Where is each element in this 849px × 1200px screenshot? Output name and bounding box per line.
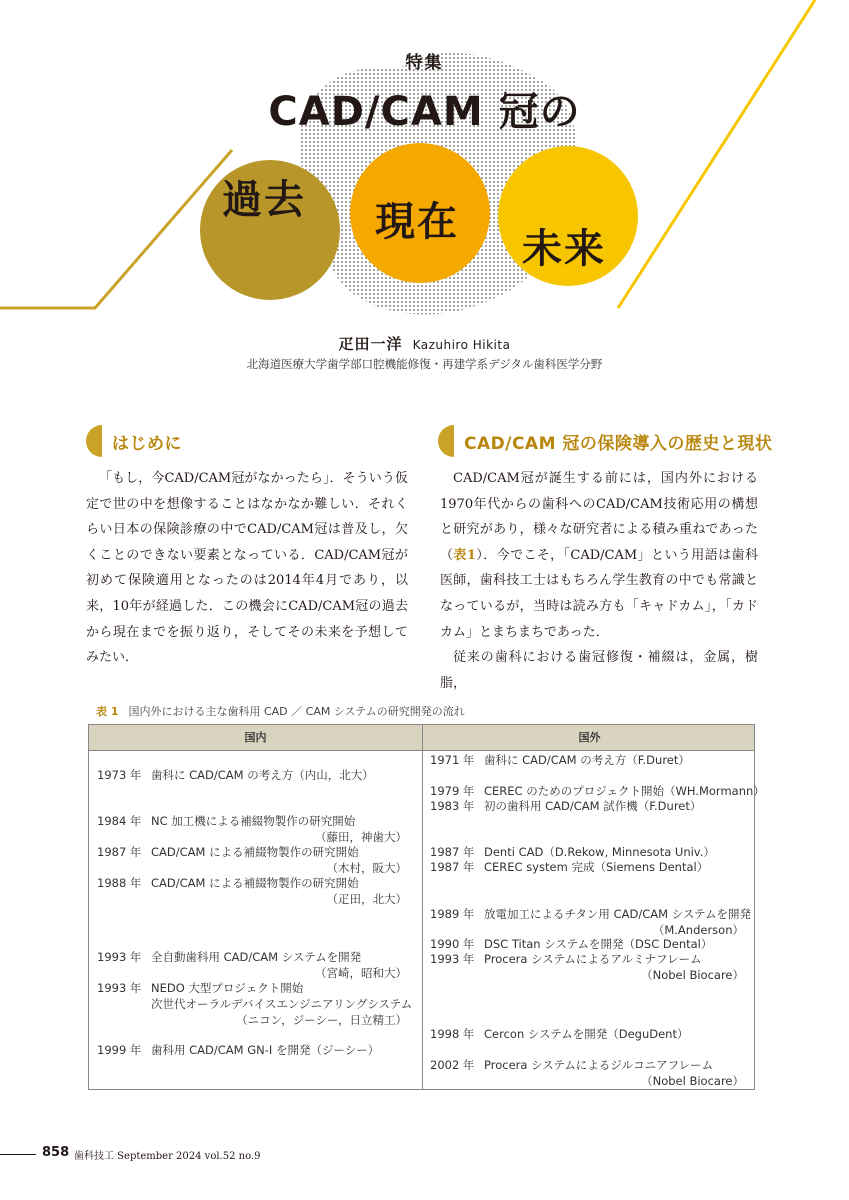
event: 放電加工によるチタン用 CAD/CAM システムを開発 (484, 907, 752, 921)
year: 1990 年 (430, 937, 475, 951)
right-deco-line (618, 0, 815, 308)
event-credit: （Nobel Biocare） (641, 968, 744, 982)
table-row (430, 906, 752, 938)
table-label: 表 1 (96, 705, 119, 718)
intro-body (86, 466, 408, 671)
year: 1993 年 (97, 981, 142, 995)
table-row (97, 767, 374, 783)
paragraph: 「もし，今CAD/CAM冠がなかったら」．そういう仮定で世の中を想像することはなかなか難しい．それくらい日本の保険診療の中でCAD/CAM冠は普及し，欠くことのできない要素となっている．CAD/CAM冠が初めて保険適用となったのは2014年4月であり，以来，10年が経過した．この機会にCAD/CAM冠の過去から現在までを振り返り，そしてその未来を予想してみたい． (86, 471, 408, 666)
event: CEREC のためのプロジェクト開始（WH.Mormann） (484, 784, 765, 798)
table-caption (96, 703, 465, 719)
table-row (430, 752, 690, 768)
text-run: ）．今でこそ，「CAD/CAM」という用語は歯科医師，歯科技工士はもちろん学生教育の中でも常識となっているが，当時は読み方も「キャドカム」，「カドカム」とまちまちであった． (440, 547, 758, 640)
page-footer (0, 1145, 849, 1165)
author-line (0, 333, 849, 354)
section-title: はじめに (112, 433, 182, 454)
table-reference-link[interactable]: 表1 (453, 547, 476, 563)
event: Denti CAD（D.Rekow, Minnesota Univ.） (484, 845, 715, 859)
year: 1971 年 (430, 753, 475, 767)
year: 1987 年 (430, 860, 475, 874)
page-number: 858 (42, 1145, 70, 1160)
event: Procera システムによるジルコニアフレーム (484, 1058, 714, 1072)
table-row (97, 875, 407, 907)
footer-rule (0, 1154, 36, 1155)
table-row (97, 1042, 379, 1058)
word-present: 現在 (375, 199, 459, 245)
table-row (97, 980, 413, 1028)
word-past: 過去 (222, 177, 306, 223)
event: CAD/CAM による補綴物製作の研究開始 (151, 876, 359, 890)
column-header-domestic: 国内 (244, 731, 267, 744)
heading-tab (438, 425, 454, 457)
year: 1993 年 (97, 950, 142, 964)
table-row (430, 951, 744, 983)
event: 歯科に CAD/CAM の考え方（F.Duret） (484, 753, 690, 767)
table-row (97, 844, 407, 876)
year: 1999 年 (97, 1043, 142, 1057)
table-row (430, 844, 715, 860)
year: 2002 年 (430, 1058, 475, 1072)
section-heading-history (438, 425, 772, 457)
year: 1998 年 (430, 1027, 475, 1041)
heading-tab (86, 425, 102, 457)
table-row (430, 798, 701, 814)
year: 1987 年 (97, 845, 142, 859)
event: DSC Titan システムを開発（DSC Dental） (484, 937, 713, 951)
table-row (97, 813, 407, 845)
year: 1984 年 (97, 814, 142, 828)
event: Procera システムによるアルミナフレーム (484, 952, 702, 966)
event: 全自動歯科用 CAD/CAM システムを開発 (151, 950, 362, 964)
table-caption-text: 国内外における主な歯科用 CAD ／ CAM システムの研究開発の流れ (128, 705, 465, 718)
text-run: CAD/CAM冠が誕生する前には，国内外における1970年代からの歯科へのCAD/CAM技術応用の構想と研究があり，様々な研究者による積み重ねであった（ (440, 471, 758, 563)
section-heading-intro (86, 425, 182, 457)
year: 1988 年 (97, 876, 142, 890)
column-divider (422, 725, 423, 1089)
year: 1993 年 (430, 952, 475, 966)
table-row (430, 936, 712, 952)
year: 1979 年 (430, 784, 475, 798)
event-credit: （ニコン，ジーシー，日立精工） (236, 1013, 407, 1027)
author-name-en: Kazuhiro Hikita (412, 338, 511, 352)
table-row (430, 783, 765, 799)
history-body (440, 466, 758, 696)
event-detail: 次世代オーラルデバイスエンジニアリングシステム (151, 997, 413, 1011)
event-credit: （Nobel Biocare） (641, 1074, 744, 1088)
table-row (430, 859, 708, 875)
table-row (97, 949, 407, 981)
year: 1987 年 (430, 845, 475, 859)
history-table (88, 724, 765, 1090)
event: CEREC system 完成（Siemens Dental） (484, 860, 709, 874)
event: 歯科用 CAD/CAM GN-I を開発（ジーシー） (151, 1043, 380, 1057)
left-deco-line (0, 150, 232, 308)
year: 1983 年 (430, 799, 475, 813)
section-title: CAD/CAM 冠の保険導入の歴史と現状 (464, 433, 773, 454)
event-credit: （木村，阪大） (326, 861, 407, 875)
event-credit: （宮崎，昭和大） (315, 966, 407, 980)
feature-eyebrow: 特集 (405, 53, 444, 73)
event: CAD/CAM による補綴物製作の研究開始 (151, 845, 359, 859)
event: NEDO 大型プロジェクト開始 (151, 981, 304, 995)
event: 歯科に CAD/CAM の考え方（内山，北大） (151, 768, 374, 782)
event: NC 加工機による補綴物製作の研究開始 (151, 814, 356, 828)
column-header-overseas: 国外 (578, 731, 601, 744)
year: 1989 年 (430, 907, 475, 921)
event-credit: （疋田，北大） (326, 892, 407, 906)
magazine-info: 歯科技工 September 2024 vol.52 no.9 (74, 1151, 261, 1162)
author-affiliation: 北海道医療大学歯学部口腔機能修復・再建学系デジタル歯科医学分野 (246, 357, 603, 371)
event: 初の歯科用 CAD/CAM 試作機（F.Duret） (484, 799, 702, 813)
year: 1973 年 (97, 768, 142, 782)
paragraph: 従来の歯科における歯冠修復・補綴は，金属，樹脂， (440, 650, 758, 691)
paragraph (440, 466, 758, 645)
table-row (430, 1057, 744, 1089)
author-name-jp: 疋田一洋 (338, 335, 403, 353)
table-row (430, 1026, 688, 1042)
event: Cercon システムを開発（DeguDent） (484, 1027, 689, 1041)
word-future: 未来 (522, 226, 606, 272)
event-credit: （藤田，神歯大） (315, 830, 407, 844)
page-title: CAD/CAM 冠の (268, 89, 581, 135)
event-credit: （M.Anderson） (652, 923, 744, 937)
